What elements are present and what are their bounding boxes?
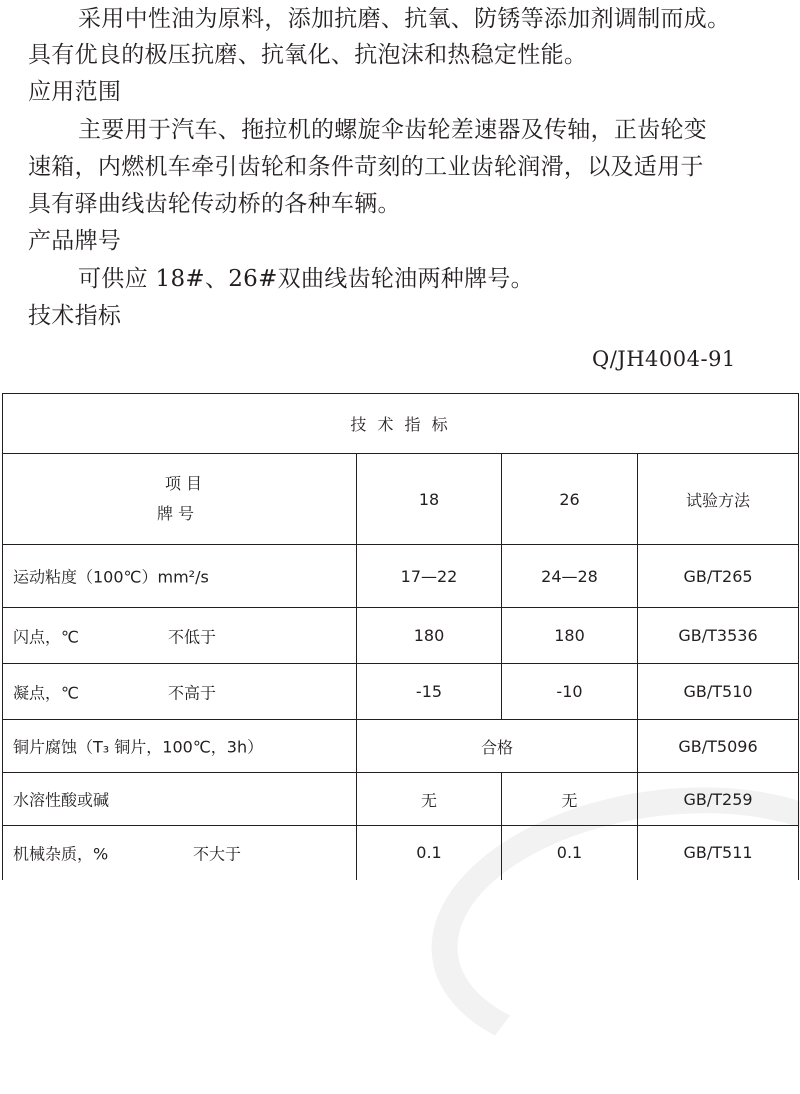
value-18: 0.1 <box>357 826 502 880</box>
value-18: 17—22 <box>357 545 502 608</box>
test-method: GB/T265 <box>638 545 799 608</box>
paragraph-grades: 可供应 18#、26#双曲线齿轮油两种牌号。 <box>78 266 534 292</box>
test-method: GB/T511 <box>638 826 799 880</box>
table-row <box>3 608 799 664</box>
table-title-row <box>3 394 799 454</box>
row-condition: 不高于 <box>168 683 217 702</box>
table-header-row <box>3 454 799 545</box>
heading-application-scope: 应用范围 <box>28 79 122 105</box>
row-label-cell <box>3 720 357 773</box>
test-method: GB/T5096 <box>638 720 799 773</box>
table-row <box>3 664 799 720</box>
header-test-method: 试验方法 <box>638 454 799 545</box>
value-18: 无 <box>357 773 502 826</box>
test-method: GB/T259 <box>638 773 799 826</box>
test-method: GB/T510 <box>638 664 799 720</box>
row-label-cell <box>3 826 357 880</box>
value-26: 0.1 <box>502 826 638 880</box>
row-label: 闪点，℃ <box>13 627 79 646</box>
table-row <box>3 545 799 608</box>
table-title <box>3 394 799 454</box>
row-label-cell <box>3 545 357 608</box>
row-condition: 不低于 <box>168 627 217 646</box>
row-label-cell <box>3 608 357 664</box>
row-label-cell <box>3 773 357 826</box>
value-26: 无 <box>502 773 638 826</box>
header-col-26: 26 <box>502 454 638 545</box>
paragraph-performance: 具有优良的极压抗磨、抗氧化、抗泡沫和热稳定性能。 <box>28 42 588 68</box>
row-label: 水溶性酸或碱 <box>13 790 110 810</box>
value-18: -15 <box>357 664 502 720</box>
row-condition: 不大于 <box>193 844 242 864</box>
header-col-18: 18 <box>357 454 502 545</box>
value-26: -10 <box>502 664 638 720</box>
specification-table <box>2 393 799 880</box>
value-18: 180 <box>357 608 502 664</box>
heading-technical-specs: 技术指标 <box>28 303 122 329</box>
paragraph-usage-line2: 速箱，内燃机车牵引齿轮和条件苛刻的工业齿轮润滑，以及适用于 <box>28 154 704 180</box>
paragraph-composition: 采用中性油为原料，添加抗磨、抗氧、防锈等添加剂调制而成。 <box>78 6 731 32</box>
table-row <box>3 773 799 826</box>
row-label: 铜片腐蚀（T₃ 铜片，100℃，3h） <box>13 737 264 757</box>
row-label: 运动粘度（100℃）mm²/s <box>13 567 209 587</box>
table-row <box>3 720 799 773</box>
table-title-text: 技 术 指 标 <box>350 415 451 434</box>
header-grade-label: 牌 号 <box>156 504 195 523</box>
heading-product-grade: 产品牌号 <box>28 228 122 254</box>
header-item-label: 项 目 <box>164 474 203 493</box>
value-26: 180 <box>502 608 638 664</box>
standard-code: Q/JH4004-91 <box>592 347 736 371</box>
row-label: 机械杂质，% <box>13 844 109 864</box>
row-label-cell <box>3 664 357 720</box>
paragraph-usage-line3: 具有驿曲线齿轮传动桥的各种车辆。 <box>28 191 401 217</box>
row-label: 凝点，℃ <box>13 683 79 702</box>
value-26: 24—28 <box>502 545 638 608</box>
test-method: GB/T3536 <box>638 608 799 664</box>
paragraph-usage-line1: 主要用于汽车、拖拉机的螺旋伞齿轮差速器及传轴，正齿轮变 <box>78 117 708 143</box>
header-item-grade <box>3 454 357 545</box>
value-merged: 合格 <box>357 720 638 773</box>
table-row <box>3 826 799 880</box>
